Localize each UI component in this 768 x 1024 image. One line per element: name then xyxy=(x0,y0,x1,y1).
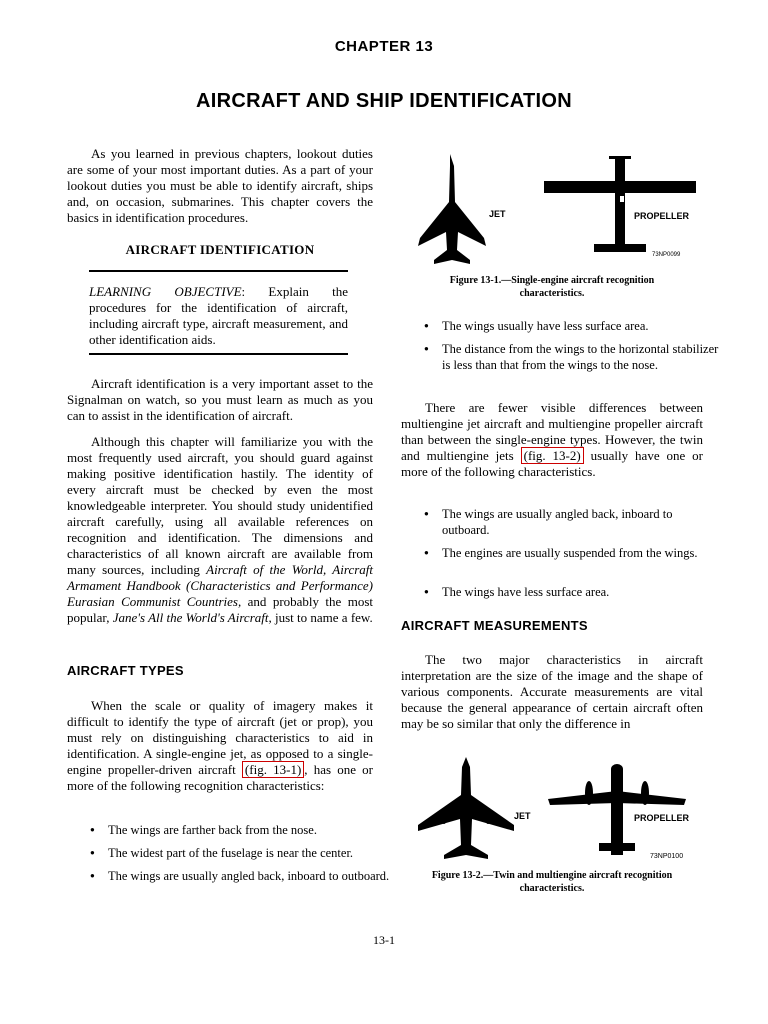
list-item: ● The wings usually have less surface area. xyxy=(424,318,721,334)
divider-top xyxy=(89,270,348,272)
section-heading-aircraft-types: AIRCRAFT TYPES xyxy=(67,663,184,678)
multiengine-propeller-silhouette xyxy=(548,764,686,855)
fig1-code: 73NP0099 xyxy=(652,252,681,258)
list-item: ● The wings are usually angled back, inboard to outboard. xyxy=(424,506,721,538)
figure-13-1 xyxy=(402,152,702,270)
paragraph-types: When the scale or quality of imagery makes it difficult to identify the type of aircraft (jet or prop), you must rely on distinguishing characteristics to aid in identification. A single-engine jet, as opposed to a single-engine propeller-driven aircraft (fig. 13-1) , has one or more of the following recognition characteristics: xyxy=(67,698,373,793)
figure-13-2-caption: Figure 13-2.—Twin and multiengine aircraft recognition characteristics. xyxy=(431,870,673,894)
objective-text: : Explain the procedures for the identification of aircraft, including aircraft type, aircraft measurement, and other identification aids. xyxy=(89,284,348,347)
section-heading-aircraft-measurements: AIRCRAFT MEASUREMENTS xyxy=(401,618,588,633)
fig1-jet-label: JET xyxy=(489,209,506,219)
list-item: ● The engines are usually suspended from the wings. xyxy=(424,545,721,561)
fig-13-2-link[interactable]: (fig. 13-2) xyxy=(521,447,584,464)
fig2-propeller-label: PROPELLER xyxy=(634,813,690,823)
page-title: AIRCRAFT AND SHIP IDENTIFICATION xyxy=(196,90,572,112)
figure-13-2 xyxy=(402,755,702,867)
single-propeller-silhouette xyxy=(544,156,696,252)
figure-13-1-caption: Figure 13-1.—Single-engine aircraft recognition characteristics. xyxy=(449,275,655,299)
chapter-label: CHAPTER 13 xyxy=(334,38,434,55)
page-number: 13-1 xyxy=(373,933,395,947)
list-item: ● The wings are farther back from the nose. xyxy=(90,822,390,838)
fig2-code: 73NP0100 xyxy=(650,853,684,860)
fig1-propeller-label: PROPELLER xyxy=(634,211,690,221)
paragraph-importance: Aircraft identification is a very important asset to the Signalman on watch, so you must learn as much as you can to assist in the identification of aircraft. xyxy=(67,376,373,423)
section-heading-aircraft-identification: AIRCRAFT IDENTIFICATION xyxy=(125,242,315,257)
list-item: ● The wings are usually angled back, inboard to outboard. xyxy=(90,868,390,884)
fig-13-1-link[interactable]: (fig. 13-1) xyxy=(242,761,304,778)
paragraph-multiengine: There are fewer visible differences between multiengine jet aircraft and multiengine propeller aircraft than between the single-engine types. However, the twin and multiengine jets (fig. 13-2) usually have one or more of the following characteristics. xyxy=(401,400,703,479)
fig2-jet-label: JET xyxy=(514,811,531,821)
paragraph-familiarize: Although this chapter will familiarize you with the most frequently used aircraft, you should guard against making positive identification hastily. The identity of every aircraft must be checked by even the most knowledgeable interpreter. You should study unidentified aircraft carefully, using all available references on recognition and identification. The dimensions and characteristics of all known aircraft are available from many sources, including Aircraft of the World, Aircraft Armament Handbook (Characteristics and Performance) Eurasian Communist Countries, and probably the most popular, Jane's All the World's Aircraft, just to name a few. xyxy=(67,434,373,625)
list-item: ● The widest part of the fuselage is near the center. xyxy=(90,845,390,861)
objective-label: LEARNING OBJECTIVE xyxy=(89,284,242,299)
learning-objective xyxy=(89,284,348,348)
multiengine-jet-silhouette xyxy=(418,757,514,859)
paragraph-measurements: The two major characteristics in aircraft interpretation are the size of the image and the shape of various components. Accurate measurements are vital because the general appearance of certain aircraft often may be so similar that only the difference in xyxy=(401,652,703,731)
list-item: ● The distance from the wings to the horizontal stabilizer is less than that from the wings to the nose. xyxy=(424,341,721,373)
divider-bottom xyxy=(89,353,348,355)
intro-paragraph: As you learned in previous chapters, lookout duties are some of your most important duties. As a part of your lookout duties you must be able to identify aircraft, ships and, on occasion, submarines. This chapter covers the basics in identification procedures. xyxy=(67,146,373,225)
list-item: ● The wings have less surface area. xyxy=(424,584,721,600)
single-jet-silhouette xyxy=(418,154,486,264)
